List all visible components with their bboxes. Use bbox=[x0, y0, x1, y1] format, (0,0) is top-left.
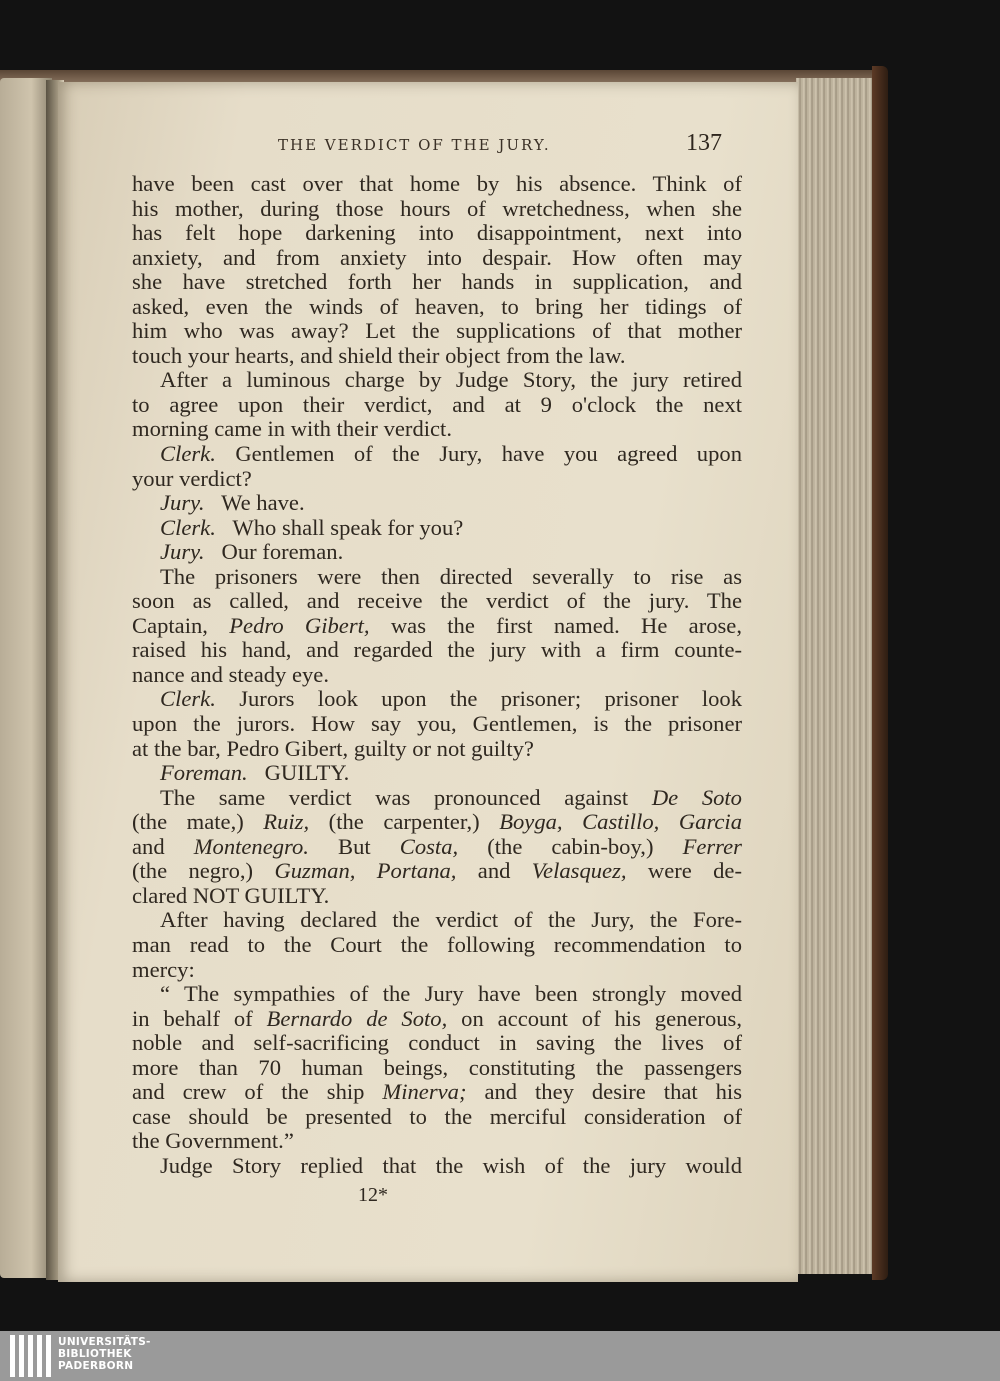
text-line bbox=[132, 614, 742, 639]
quote-line: the Government.” bbox=[132, 1128, 294, 1154]
quote-line bbox=[132, 1007, 742, 1032]
text-segment: and bbox=[477, 858, 511, 884]
library-name-line: PADERBORN bbox=[58, 1360, 134, 1372]
person-name: De Soto bbox=[651, 784, 742, 810]
text-line: After a luminous charge by Judge Story, the jury retired bbox=[160, 367, 742, 393]
text-segment: (the mate,) bbox=[132, 809, 244, 835]
facing-page-edge bbox=[0, 78, 52, 1278]
text-line: soon as called, and receive the verdict of the jury. The bbox=[132, 588, 742, 614]
dialogue-text: We have. bbox=[221, 490, 305, 516]
quote-line: case should be presented to the merciful consideration of bbox=[132, 1103, 742, 1129]
running-title: THE VERDICT OF THE JURY. bbox=[278, 136, 551, 154]
dialogue-line bbox=[132, 491, 742, 516]
library-footer bbox=[0, 1331, 1000, 1381]
dialogue-line bbox=[132, 516, 742, 541]
text-line: anxiety, and from anxiety into despair. How often may bbox=[132, 244, 742, 270]
dialogue-text: Who shall speak for you? bbox=[232, 514, 464, 540]
text-segment: and they desire that his bbox=[484, 1079, 742, 1105]
text-segment: were de- bbox=[647, 858, 742, 884]
person-name: Pedro Gibert, bbox=[229, 612, 370, 638]
text-segment: (the cabin-boy,) bbox=[487, 833, 654, 859]
page-number: 137 bbox=[686, 130, 722, 156]
dialogue-text: Gentlemen of the Jury, have you agreed upon bbox=[235, 441, 742, 467]
text-line: man read to the Court the following recommendation to bbox=[132, 931, 742, 957]
text-line: his mother, during those hours of wretchedness, when she bbox=[132, 195, 742, 221]
library-name-line: BIBLIOTHEK bbox=[58, 1348, 132, 1360]
person-name: Bernardo de Soto, bbox=[266, 1005, 448, 1031]
person-name: Velasquez, bbox=[531, 858, 627, 884]
text-line bbox=[132, 859, 742, 884]
person-name: Ferrer bbox=[682, 833, 742, 859]
text-segment: on account of his generous, bbox=[461, 1005, 742, 1031]
text-line: your verdict? bbox=[132, 465, 252, 491]
text-segment: But bbox=[338, 833, 371, 859]
text-segment: in behalf of bbox=[132, 1005, 253, 1031]
text-line: The prisoners were then directed severally to rise as bbox=[160, 563, 742, 589]
dialogue-line bbox=[132, 442, 742, 467]
person-name: Ruiz, bbox=[263, 809, 310, 835]
person-name: Guzman, Portana, bbox=[274, 858, 457, 884]
text-line: has felt hope darkening into disappointment, next into bbox=[132, 220, 742, 246]
text-segment: The same verdict was pronounced against bbox=[160, 784, 629, 810]
text-line bbox=[132, 835, 742, 860]
text-segment: and bbox=[132, 833, 165, 859]
quote-line: more than 70 human beings, constituting the passengers bbox=[132, 1054, 742, 1080]
text-line: to agree upon their verdict, and at 9 o'clock the next bbox=[132, 391, 742, 417]
text-segment: was the first named. He arose, bbox=[390, 612, 742, 638]
text-segment: Captain, bbox=[132, 612, 208, 638]
text-segment: and crew of the ship bbox=[132, 1079, 365, 1105]
text-segment: (the carpenter,) bbox=[328, 809, 480, 835]
person-name: Boyga, Castillo, Garcia bbox=[499, 809, 743, 835]
text-line: upon the jurors. How say you, Gentlemen, is the prisoner bbox=[132, 711, 742, 737]
text-line: she have stretched forth her hands in supplication, and bbox=[132, 269, 742, 295]
text-line: After having declared the verdict of the Jury, the Fore- bbox=[160, 907, 742, 933]
text-line bbox=[132, 810, 742, 835]
person-name: Costa, bbox=[399, 833, 459, 859]
running-head bbox=[0, 132, 1000, 162]
text-line: asked, even the winds of heaven, to bring her tidings of bbox=[132, 293, 742, 319]
signature-mark: 12* bbox=[358, 1184, 388, 1206]
text-line: touch your hearts, and shield their object from the law. bbox=[132, 342, 626, 368]
speaker-label: Jury. bbox=[160, 539, 205, 565]
quote-line: “ The sympathies of the Jury have been strongly moved bbox=[160, 981, 742, 1007]
speaker-label: Clerk. bbox=[160, 686, 216, 712]
dialogue-line bbox=[132, 761, 742, 786]
text-line: nance and steady eye. bbox=[132, 661, 329, 687]
book-cover-edge bbox=[872, 66, 888, 1280]
text-line bbox=[132, 786, 742, 811]
text-line: at the bar, Pedro Gibert, guilty or not guilty? bbox=[132, 735, 534, 761]
body-text bbox=[132, 172, 742, 1178]
speaker-label: Jury. bbox=[160, 490, 205, 516]
dialogue-text: Our foreman. bbox=[221, 539, 344, 565]
dialogue-text: GUILTY. bbox=[264, 760, 350, 786]
ship-name: Minerva; bbox=[382, 1079, 467, 1105]
text-line: him who was away? Let the supplications of that mother bbox=[132, 318, 742, 344]
speaker-label: Foreman. bbox=[160, 760, 248, 786]
text-line: Judge Story replied that the wish of the jury would bbox=[160, 1152, 742, 1178]
text-line: mercy: bbox=[132, 956, 195, 982]
library-logo-icon bbox=[10, 1335, 54, 1377]
dialogue-text: Jurors look upon the prisoner; prisoner look bbox=[239, 686, 743, 712]
page-fore-edge bbox=[796, 78, 882, 1274]
text-line: raised his hand, and regarded the jury with a firm counte- bbox=[132, 637, 742, 663]
text-line: clared NOT GUILTY. bbox=[132, 882, 330, 908]
text-segment: (the negro,) bbox=[132, 858, 254, 884]
speaker-label: Clerk. bbox=[160, 514, 216, 540]
text-line: morning came in with their verdict. bbox=[132, 416, 452, 442]
library-name bbox=[58, 1336, 151, 1372]
quote-line: noble and self-sacrificing conduct in saving the lives of bbox=[132, 1030, 742, 1056]
dialogue-line bbox=[132, 687, 742, 712]
quote-line bbox=[132, 1080, 742, 1105]
person-name: Montenegro. bbox=[193, 833, 309, 859]
text-line: have been cast over that home by his absence. Think of bbox=[132, 171, 742, 196]
speaker-label: Clerk. bbox=[160, 441, 216, 467]
dialogue-line bbox=[132, 540, 742, 565]
library-name-line: UNIVERSITÄTS- bbox=[58, 1336, 151, 1348]
